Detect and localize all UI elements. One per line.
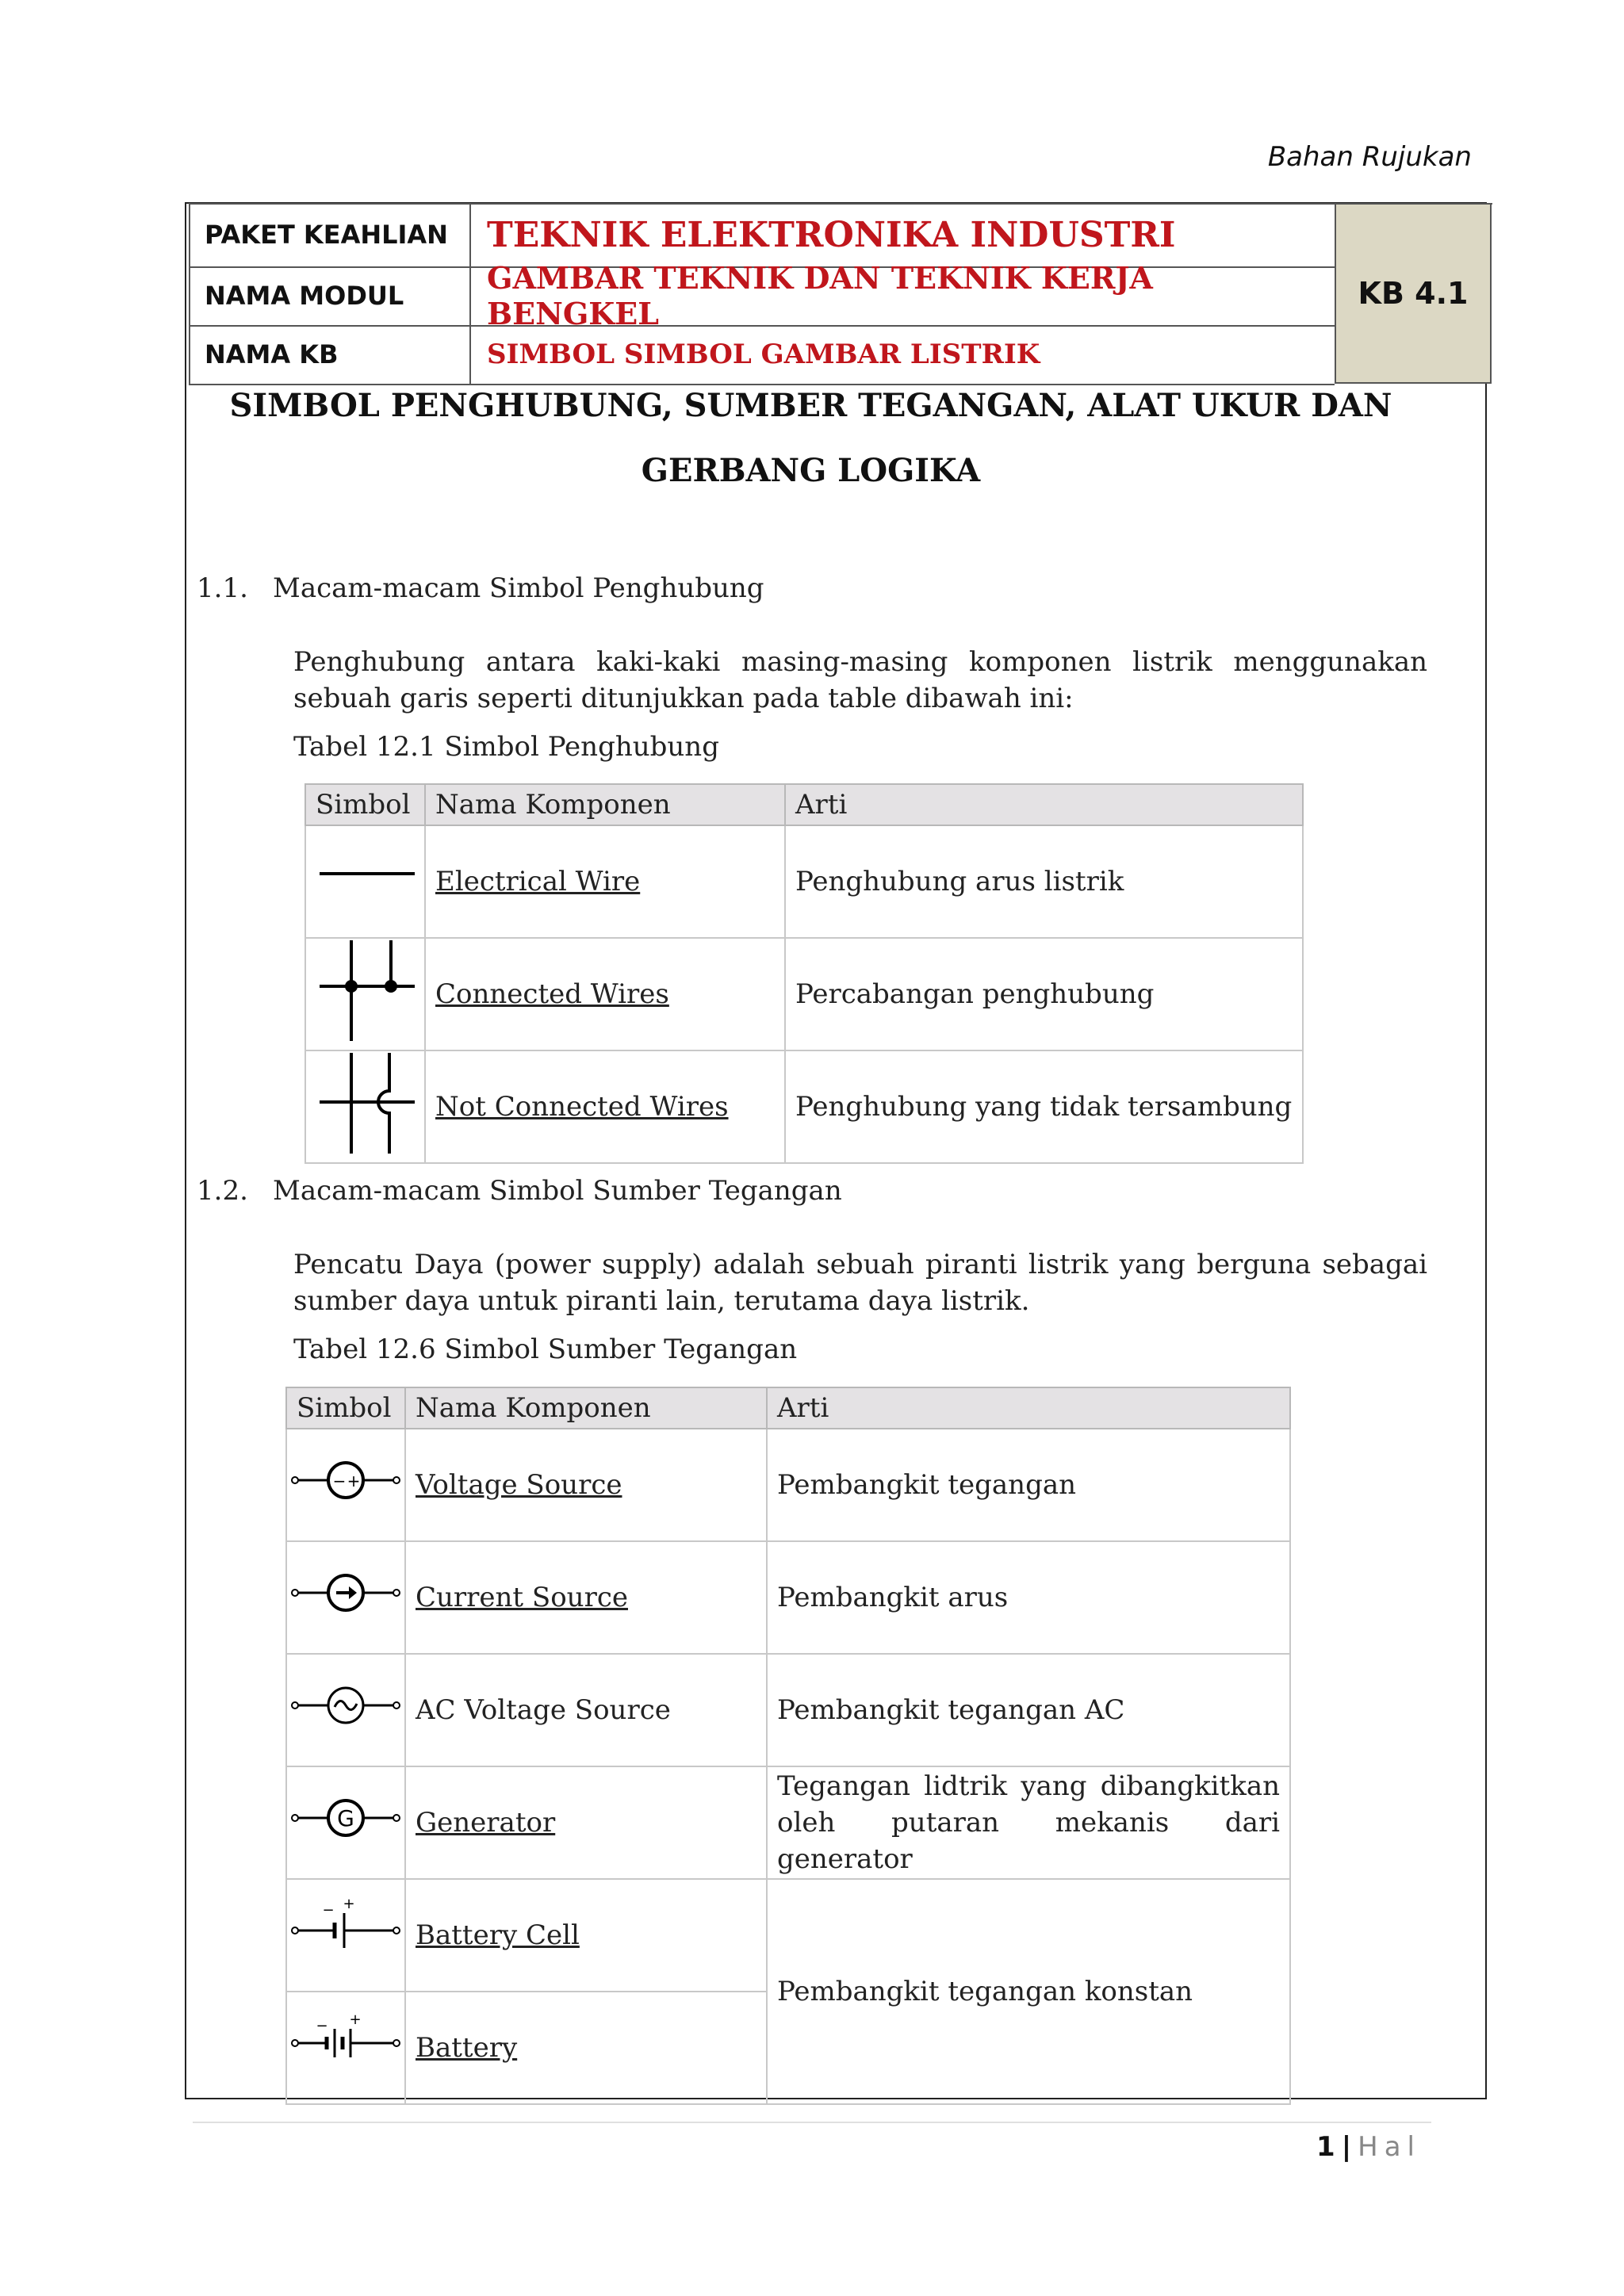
ac-voltage-source-icon [286,1654,405,1766]
battery-icon [286,1992,405,2104]
table-caption-1: Tabel 12.1 Simbol Penghubung [293,731,719,763]
info-row-kb [189,325,1335,385]
component-meaning: Pembangkit tegangan [767,1429,1290,1541]
component-meaning: Percabangan penghubung [785,938,1303,1050]
column-header: Arti [767,1387,1290,1429]
generator-icon [286,1766,405,1879]
component-meaning: Pembangkit arus [767,1541,1290,1654]
column-header: Simbol [286,1387,405,1429]
connector-table [304,783,1304,1164]
generator-glyph: G [337,1805,354,1831]
info-label: NAMA MODUL [189,266,471,325]
component-name: Voltage Source [405,1429,767,1541]
table-row [286,1766,1290,1879]
table-row [286,1541,1290,1654]
component-meaning: Pembangkit tegangan konstan [767,1879,1290,2104]
column-header: Arti [785,784,1303,825]
component-meaning: Penghubung yang tidak tersambung [785,1050,1303,1163]
info-label: PAKET KEAHLIAN [189,203,471,266]
component-name: Battery [405,1992,767,2104]
component-name: Connected Wires [425,938,785,1050]
table-caption-2: Tabel 12.6 Simbol Sumber Tegangan [293,1334,798,1365]
section-number: 1.2. [197,1175,248,1207]
component-name: Not Connected Wires [425,1050,785,1163]
column-header: Simbol [305,784,425,825]
column-header: Nama Komponen [425,784,785,825]
section-paragraph-1: Penghubung antara kaki-kaki masing-masing komponen listrik menggunakan sebuah garis seperti ditunjukkan pada table dibawah ini: [293,646,1427,714]
info-label: NAMA KB [189,325,471,384]
section-title: Macam-macam Simbol Penghubung [273,572,764,604]
minus-glyph: − [332,1471,347,1490]
component-name: Current Source [405,1541,767,1654]
table-row [305,825,1303,938]
voltage-source-icon [286,1429,405,1541]
power-source-table [285,1387,1291,2105]
table-row [305,1050,1303,1163]
component-meaning: Tegangan lidtrik yang dibangkitkan oleh putaran mekanis dari generator [767,1766,1290,1879]
not-connected-wires-icon [305,1050,425,1163]
component-meaning: Pembangkit tegangan AC [767,1654,1290,1766]
minus-glyph: − [322,1902,335,1919]
plus-glyph: + [349,2011,362,2028]
section-number: 1.1. [197,572,248,604]
component-name: Battery Cell [405,1879,767,1992]
header-note: Bahan Rujukan [1267,141,1472,173]
footer-divider [193,2122,1431,2123]
page-number-value: 1 [1316,2131,1335,2163]
info-value: TEKNIK ELEKTRONIKA INDUSTRI [487,214,1176,255]
table-row [286,1654,1290,1766]
page-number-separator: | [1341,2131,1352,2163]
table-row [286,1429,1290,1541]
component-name: Electrical Wire [425,825,785,938]
section-paragraph-2: Pencatu Daya (power supply) adalah sebuah piranti listrik yang berguna sebagai sumber daya untuk piranti lain, terutama daya listrik. [293,1249,1427,1317]
table-row [286,1879,1290,1992]
section-heading-2 [197,1175,842,1207]
page-number-label: Hal [1358,2131,1421,2163]
component-name: Generator [405,1766,767,1879]
section-heading-1 [197,572,764,604]
page-number [1316,2131,1421,2163]
info-header [189,203,1492,384]
kb-badge: KB 4.1 [1335,203,1492,384]
current-source-icon [286,1541,405,1654]
info-value: SIMBOL SIMBOL GAMBAR LISTRIK [487,339,1040,370]
page-title-line1: SIMBOL PENGHUBUNG, SUMBER TEGANGAN, ALAT UKUR DAN [229,387,1392,424]
table-row [305,938,1303,1050]
plus-glyph: + [347,1471,361,1490]
plus-glyph: + [343,1896,355,1912]
component-meaning: Penghubung arus listrik [785,825,1303,938]
info-value: GAMBAR TEKNIK DAN TEKNIK KERJA BENGKEL [487,260,1153,331]
page-title-line2: GERBANG LOGIKA [641,452,981,489]
minus-glyph: − [316,2018,328,2034]
info-row-paket [189,203,1335,268]
info-row-modul [189,260,1335,331]
component-name: AC Voltage Source [405,1654,767,1766]
battery-cell-icon [286,1879,405,1992]
electrical-wire-icon [305,825,425,938]
column-header: Nama Komponen [405,1387,767,1429]
section-title: Macam-macam Simbol Sumber Tegangan [273,1175,842,1207]
connected-wires-icon [305,938,425,1050]
